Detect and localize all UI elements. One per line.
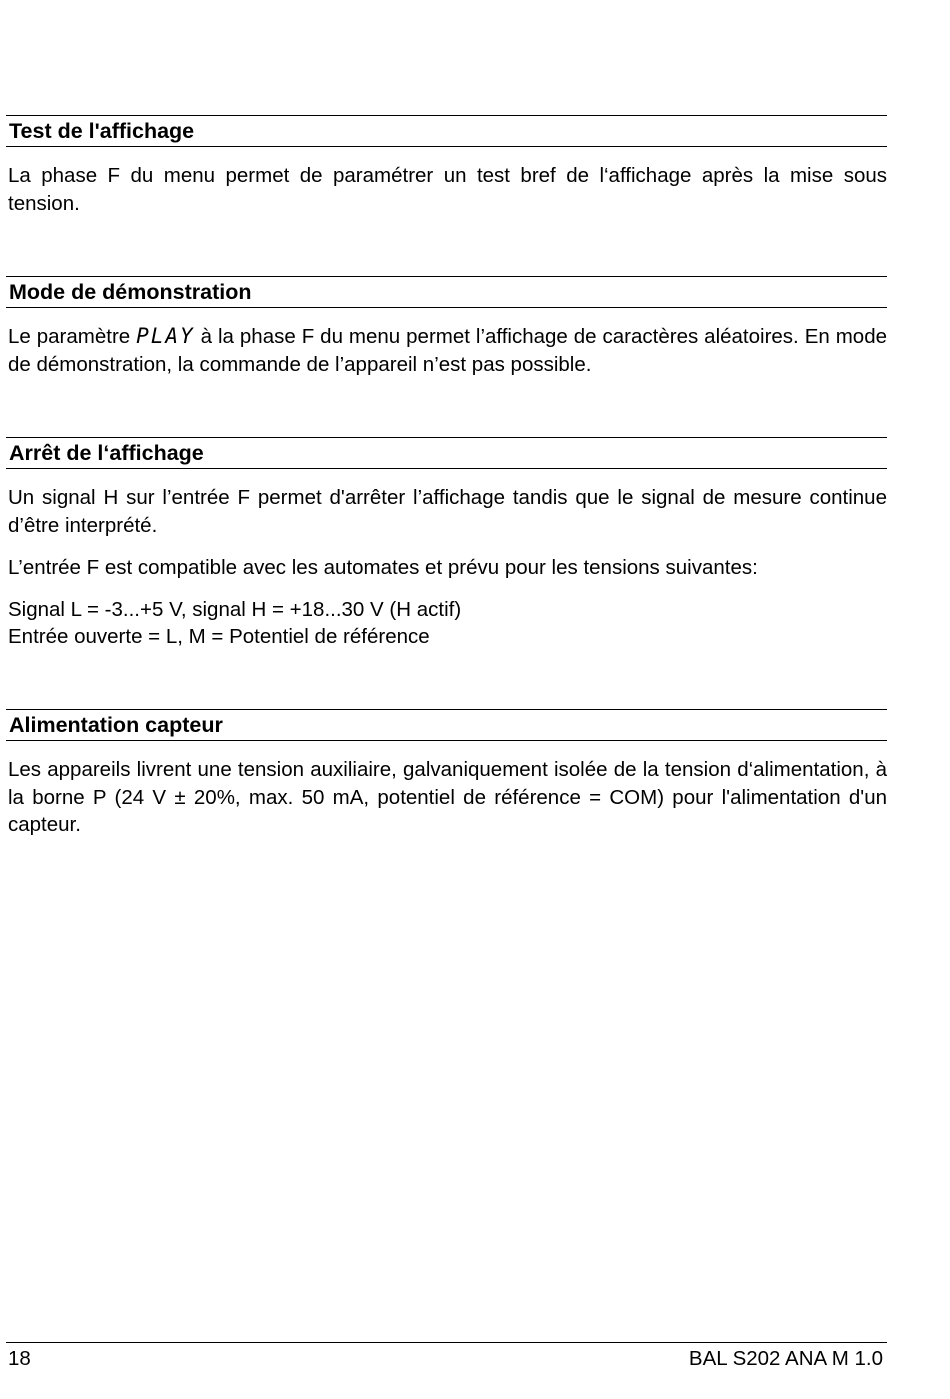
document-id: BAL S202 ANA M 1.0 (688, 1347, 883, 1370)
section-test-affichage (6, 115, 887, 217)
section-heading: Alimentation capteur (6, 709, 887, 741)
section-heading: Arrêt de l‘affichage (6, 437, 887, 469)
paragraph: La phase F du menu permet de paramétrer un test bref de l‘affichage après la mise sous tension. (8, 164, 887, 215)
section-heading: Test de l'affichage (6, 115, 887, 147)
section-alimentation-capteur (6, 709, 887, 839)
paragraph (6, 323, 887, 378)
paragraph: Un signal H sur l’entrée F permet d'arrêter l’affichage tandis que le signal de mesure continue d’être interprété. (8, 486, 887, 537)
page-number: 18 (8, 1347, 31, 1370)
signal-spec-line: Signal L = -3...+5 V, signal H = +18...30 V (H actif) (8, 597, 462, 621)
play-parameter-code: PLAY (136, 324, 195, 348)
signal-spec-line: Entrée ouverte = L, M = Potentiel de référence (8, 625, 430, 648)
section-heading: Mode de démonstration (6, 276, 887, 308)
paragraph: Les appareils livrent une tension auxiliaire, galvaniquement isolée de la tension d‘alimentation, à la borne P (24 V ± 20%, max. 50 mA, potentiel de référence = COM) pour l'alimentation d'un capteur. (8, 758, 887, 836)
paragraph-text: à la phase F du menu permet l’affichage de caractères aléatoires. En mode de démonstration, la commande de l’appareil n’est pas possible. (8, 325, 887, 376)
page-footer (6, 1342, 887, 1375)
section-mode-demonstration (6, 276, 887, 378)
signal-spec-block (6, 596, 887, 651)
paragraph: L’entrée F est compatible avec les automates et prévu pour les tensions suivantes: (8, 556, 758, 579)
section-arret-affichage (6, 437, 887, 651)
paragraph-text: Le paramètre (8, 325, 137, 348)
